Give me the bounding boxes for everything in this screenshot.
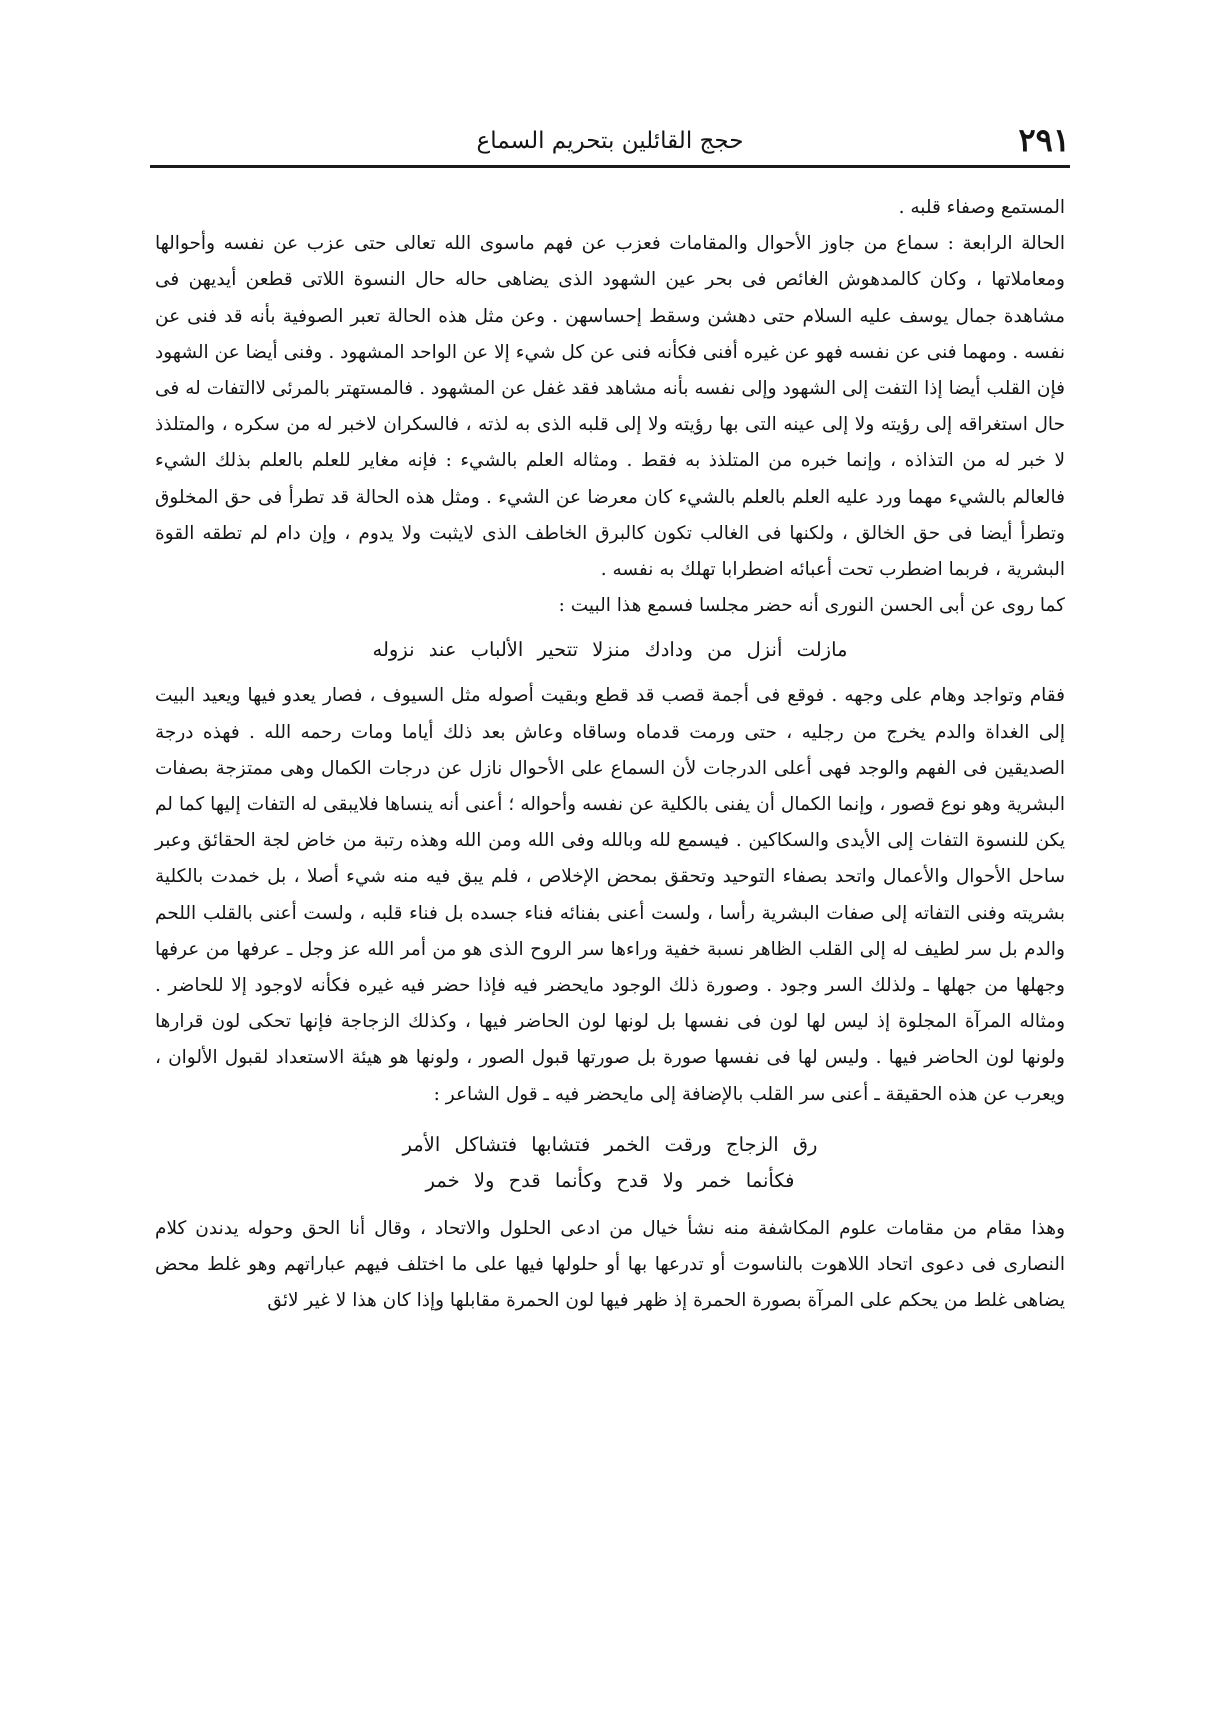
verse-line: فكأنما خمر ولا قدح وكأنما قدح ولا خمر bbox=[425, 1168, 795, 1192]
page-number: ٢٩١ bbox=[1018, 121, 1070, 159]
running-title: حجج القائلين بتحريم السماع bbox=[476, 128, 744, 154]
verse-line: مازلت أنزل من ودادك منزلا تتحير الألباب عند نزوله bbox=[372, 638, 848, 662]
paragraph: كما روى عن أبى الحسن النورى أنه حضر مجلسا فسمع هذا البيت : bbox=[558, 595, 1065, 617]
paragraph: وهذا مقام من مقامات علوم المكاشفة منه نشأ خيال من ادعى الحلول والاتحاد ، وقال أنا الحق وحوله يدندن كلام النصارى فى دعوى اتحاد اللاهوت بالناسوت أو تدرعها بها أو حلولها فيها على ما اختلف فيهم عباراتهم وهو غلط محض يضاهى غلط من يحكم على المرآة بصورة الحمرة إذ ظهر فيها لون الحمرة مقابلها وإذا كان هذا لا غير لائق bbox=[155, 1217, 1065, 1312]
paragraph: فقام وتواجد وهام على وجهه . فوقع فى أجمة قصب قد قطع وبقيت أصوله مثل السيوف ، فصار يعدو فيها ويعيد البيت إلى الغداة والدم يخرج من رجليه ، حتى ورمت قدماه وساقاه وعاش بعد ذلك أياما ومات رحمه الله . فهذه درجة الصديقين فى الفهم والوجد فهى أعلى الدرجات لأن السماع على الأحوال نازل عن درجات الكمال وهى ممتزجة بصفات البشرية وهو نوع قصور ، وإنما الكمال أن يفنى بالكلية عن نفسه وأحواله ؛ أعنى أنه ينساها فلايبقى له التفات إليها كما لم يكن للنسوة التفات إلى الأيدى والسكاكين . فيسمع لله وبالله وفى الله ومن الله وهذه رتبة من خاض لجة الحقائق وعبر ساحل الأحوال والأعمال واتحد بصفاء التوحيد وتحقق بمحض الإخلاص ، فلم يبق فيه منه شيء أصلا ، بل خمدت بالكلية بشريته وفنى التفاته إلى صفات البشرية رأسا ، ولست أعنى بفنائه فناء جسده بل فناء قلبه ، ولست أعنى بالقلب اللحم والدم بل سر لطيف له إلى القلب الظاهر نسبة خفية وراءها سر الروح الذى هو من أمر الله عز وجل ـ عرفها من عرفها وجهلها من جهلها ـ ولذلك السر وجود . وصورة ذلك الوجود مايحضر فيه فإذا حضر فيه غيره فكأنه لاوجود إلا للحاضر . ومثاله المرآة المجلوة إذ ليس لها لون فى نفسها بل لونها لون الحاضر فيها ، وكذلك الزجاجة فإنها تحكى لون قرارها ولونها لون الحاضر فيها . وليس لها فى نفسها صورة بل صورتها قبول الصور ، ولونها هو هيئة الاستعداد لقبول الألوان ، ويعرب عن هذه الحقيقة ـ أعنى سر القلب بالإضافة إلى مايحضر فيه ـ قول الشاعر : bbox=[155, 685, 1065, 1105]
header-rule bbox=[150, 165, 1070, 168]
verse-couplet bbox=[155, 1127, 1065, 1199]
verse-single bbox=[155, 632, 1065, 668]
page-header bbox=[150, 118, 1070, 168]
verse-line: رق الزجاج ورقت الخمر فتشابها فتشاكل الأمر bbox=[402, 1132, 818, 1156]
main-text bbox=[155, 190, 1065, 1319]
paragraph: المستمع وصفاء قلبه . bbox=[898, 197, 1065, 218]
paragraph: الحالة الرابعة : سماع من جاوز الأحوال والمقامات فعزب عن فهم ماسوى الله تعالى حتى عزب عن نفسه وأحوالها ومعاملاتها ، وكان كالمدهوش الغائص فى بحر عين الشهود الذى يضاهى حاله حال النسوة اللاتى قطعن أيديهن فى مشاهدة جمال يوسف عليه السلام حتى دهشن وسقط إحساسهن . وعن مثل هذه الحالة تعبر الصوفية بأنه قد فنى عن نفسه . ومهما فنى عن نفسه فهو عن غيره أفنى فكأنه فنى عن كل شيء إلا عن الواحد المشهود . وفنى أيضا عن الشهود فإن القلب أيضا إذا التفت إلى الشهود وإلى نفسه بأنه مشاهد فقد غفل عن المشهود . فالمستهتر بالمرئى لاالتفات له فى حال استغراقه إلى رؤيته ولا إلى عينه التى بها رؤيته ولا إلى قلبه الذى به لذته ، فالسكران لاخبر له من سكره ، والمتلذذ لا خبر له من التذاذه ، وإنما خبره من المتلذذ به فقط . ومثاله العلم بالشيء : فإنه مغاير للعلم بالعلم بذلك الشيء فالعالم بالشيء مهما ورد عليه العلم بالعلم بالشيء كان معرضا عن الشيء . ومثل هذه الحالة قد تطرأ فى حق المخلوق وتطرأ أيضا فى حق الخالق ، ولكنها فى الغالب تكون كالبرق الخاطف الذى لايثبت ولا يدوم ، وإن دام لم تطقه القوة البشرية ، فربما اضطرب تحت أعبائه اضطرابا تهلك به نفسه . bbox=[155, 233, 1065, 581]
